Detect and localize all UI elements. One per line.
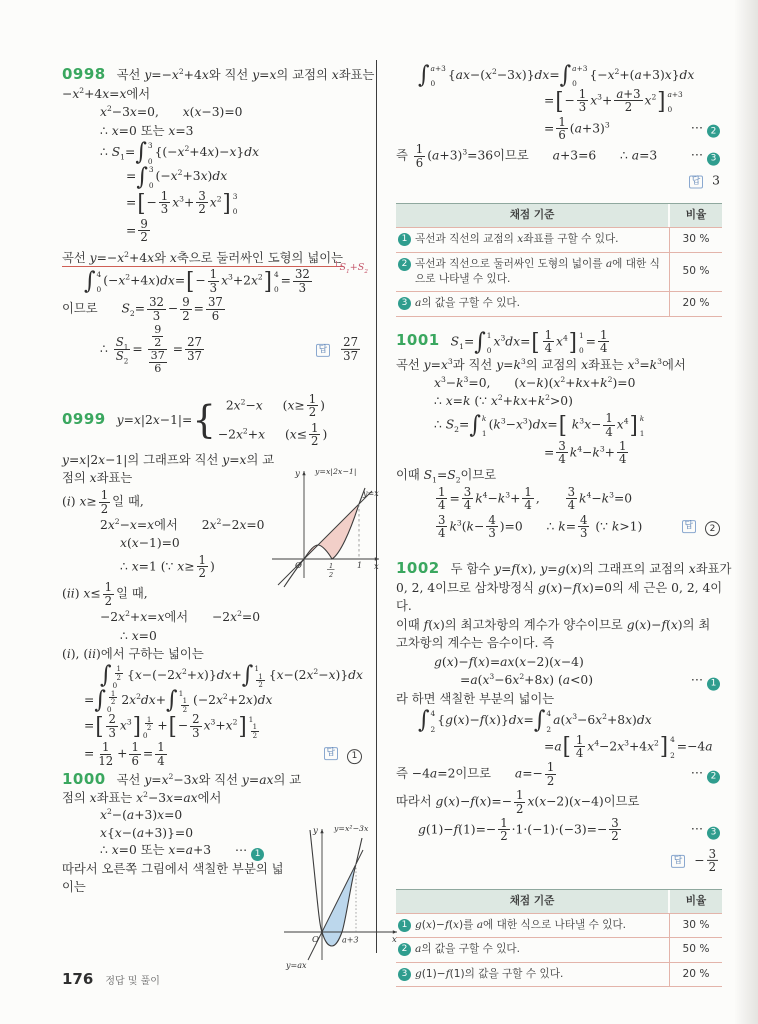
problem-1001-start: 1001 $S_1=$ ∫ 1 0 $x^3dx=$[ $\frac{1}{4}$ $x^4$] 1 0 = $\frac{1}{4}$: [396, 327, 608, 356]
graph2-origin-label: O: [312, 935, 319, 945]
math-line: = ∫ $\frac{1}{2}$ 0 $2x^2dx+$ ∫ 1 $\frac{1}{2}$ $(-2x^2+2x)dx$: [84, 685, 273, 714]
table-header-row: [396, 203, 722, 227]
math-line: = $\frac{1}{12}$ + $\frac{1}{6}$ = $\frac{1}{4}$ 답 1: [62, 741, 364, 767]
graph1-y-label: y: [295, 469, 300, 479]
graph1-tick-one: 1: [357, 561, 363, 570]
math-line: 점의 x좌표는 $x^2-3x=ax$에서: [62, 789, 222, 805]
step-number-circle: 2: [398, 258, 411, 271]
math-line: g(1)−f(1)=− $\frac{1}{2}$ ·1·(−1)·(−3)=− $\frac{3}{2}$ ⋯ 3: [396, 817, 722, 843]
math-line: =a[ $\frac{1}{4}$ $x^4-2x^3+4x^2$] 4 2 =−4a: [544, 732, 713, 761]
problem-1002-start: 1002 두 함수 y=f(x), y=g(x)의 그래프의 교점의 x좌표가: [396, 558, 732, 577]
criteria-cell: 1 곡선과 직선의 교점의 x좌표를 구할 수 있다.: [396, 228, 669, 251]
graph1-line-label: y=x: [363, 489, 379, 498]
criteria-cell: 3 a의 값을 구할 수 있다.: [396, 292, 669, 315]
math-line: $-x^2+4x=x$에서: [62, 85, 151, 101]
math-line: $=a(x^3-6x^2+8x)$ (a<0) ⋯ 1: [396, 672, 722, 689]
math-line: ∴ x=0: [120, 628, 157, 643]
step-number-circle: 3: [398, 297, 411, 310]
math-line: (ii) x≤ $\frac{1}{2}$ 일 때,: [62, 580, 148, 608]
footer-section-label: 정답 및 풀이: [105, 976, 160, 987]
math-line: ∴ x=1 (∵ x≥ $\frac{1}{2}$ ): [120, 552, 215, 581]
table-row: [396, 913, 722, 937]
math-line: 이는: [62, 879, 86, 894]
line-y-equals-x: [278, 491, 372, 585]
math-line: 곡선 $y=x^3$과 직선 $y=k^3$의 교점의 x좌표는 $x^3=k^3$에서: [396, 356, 686, 372]
math-line: = $\frac{3}{4}$ $k^4-k^3+$ $\frac{1}{4}$: [544, 438, 627, 467]
math-line: 따라서 오른쪽 그림에서 색칠한 부분의 넓: [62, 862, 284, 877]
graph2-curve-label: y=x²−3x: [334, 824, 369, 833]
problem-0999-start: 0999 y=x|2x−1|= { $2x^2-x$ (x≥ $\frac{1}{2}$ ) $-2x^2+x$ (x≤ $\frac{1}{2}$ ): [62, 391, 328, 449]
math-line: =[− $\frac{1}{3}$ $x^3+$ $\frac{a+3}{2}$ $x^2$] a+3 0: [544, 86, 683, 115]
criteria-cell: 2 곡선과 직선으로 둘러싸인 도형의 넓이를 a에 대한 식으로 나타낼 수 있다.: [396, 253, 669, 292]
math-line: 곡선 $y=-x^2+4x$와 x축으로 둘러싸인 도형의 넓이는: [62, 249, 343, 265]
math-line: 고차항의 계수는 음수이다. 즉: [396, 636, 555, 651]
step-number-circle: 3: [398, 968, 411, 981]
table-header-ratio: 비율: [668, 890, 722, 913]
page-edge-shadow: [734, 0, 758, 1024]
ratio-cell: 20 %: [669, 292, 722, 315]
math-line: x(x−1)=0: [120, 536, 180, 551]
table-header-criteria: 채점 기준: [509, 894, 555, 907]
math-line: = $\frac{1}{6}$ $(a+3)^3$ ⋯ 2: [396, 116, 722, 142]
grading-table-1002: [396, 889, 722, 987]
graph1-half-numerator: 1: [329, 562, 334, 570]
math-line: $2x^2-x=x$에서 $2x^2-2x=0$: [100, 516, 265, 532]
figure-0999-graph: [268, 462, 386, 594]
step-number-circle: 2: [398, 943, 411, 956]
math-line: ∴ $S_1=$ ∫ 3 0 $\{(-x^2+4x)-x\}dx$: [100, 138, 260, 167]
math-line: = ∫ 3 0 $(-x^2+3x)dx$: [126, 162, 228, 191]
problem-0998-start: 0998 곡선 $y=-x^2+4x$와 직선 y=x의 교점의 x좌표는: [62, 64, 375, 83]
right-column: [396, 60, 732, 987]
graph2-x-label: x: [392, 935, 397, 945]
criteria-cell: 2 a의 값을 구할 수 있다.: [396, 938, 669, 961]
math-line: ∴ x=k (∵ $x^2+kx+k^2>0$): [434, 393, 573, 409]
grading-table-1000: [396, 203, 722, 317]
math-line: =[ $\frac{2}{3}$ $x^3$] $\frac{1}{2}$ 0 +[− $\frac{2}{3}$ $x^3+x^2$] 1 $\frac{1}{2}$: [84, 712, 258, 740]
shaded-region-blue: [322, 864, 356, 946]
table-header-ratio: 비율: [668, 204, 722, 227]
criteria-cell: 3 g(1)−f(1)의 값을 구할 수 있다.: [396, 963, 669, 986]
math-line: =[− $\frac{1}{3}$ $x^3+$ $\frac{3}{2}$ $x^2$] 3 0: [126, 188, 238, 217]
x-axis-arrow: [393, 930, 397, 933]
ratio-cell: 50 %: [669, 253, 722, 292]
math-line: 즉 $\frac{1}{6}$ $(a+3)^3=36$이므로 a+3=6 ∴ a=3 ⋯ 3: [396, 143, 722, 169]
table-row: [396, 252, 722, 292]
math-line: y=x|2x−1|의 그래프와 직선 y=x의 교: [62, 453, 275, 467]
math-line: ∴ $\frac{S_1}{S_2}$ = $\frac{\frac{9}{2}}{\frac{37}{6}}$ = $\frac{27}{37}$ 답 $\frac{27}{37}$: [100, 322, 358, 375]
y-axis-arrow: [320, 829, 323, 833]
math-line: 라 하면 색칠한 부분의 넓이는: [396, 691, 555, 706]
step-number-circle: 1: [398, 233, 411, 246]
math-line: = $\frac{9}{2}$: [126, 216, 148, 245]
page-number: 176: [62, 970, 94, 988]
problem-1000-continued: [396, 60, 722, 192]
graph2-line-label: y=ax: [286, 961, 307, 970]
math-line: 즉 −4a=2이므로 a=− $\frac{1}{2}$ ⋯ 2: [396, 761, 722, 787]
table-header-criteria: 채점 기준: [509, 209, 555, 222]
math-line: ∴ $S_2=$ ∫ k 1 $(k^3-x^3)dx=$[ $k^3x-$ $\frac{1}{4}$ $x^4$] k 1: [434, 410, 645, 439]
math-line: 0, 2, 4이므로 삼차방정식 g(x)−f(x)=0의 세 근은 0, 2, 4이: [396, 580, 723, 595]
math-line: ∴ x=0 또는 x=3: [100, 123, 194, 138]
table-row: [396, 962, 722, 986]
graph1-x-label: x: [374, 562, 379, 572]
math-line: $\frac{1}{4}$ = $\frac{3}{4}$ $k^4-k^3+$ $\frac{1}{4}$ , $\frac{3}{4}$ $k^4-k^3=0$: [438, 484, 633, 513]
ratio-cell: 20 %: [669, 963, 722, 986]
curve-y-x-abs-2x-1: [284, 488, 365, 587]
criteria-cell: 1 g(x)−f(x)를 a에 대한 식으로 나타낼 수 있다.: [396, 914, 669, 937]
math-line: 다.: [396, 599, 412, 614]
math-line: ∴ x=0 또는 x=a+3 ⋯ 1: [62, 842, 364, 861]
math-line: ∫ 4 2 {g(x)−f(x)}dx= ∫ 4 2 $a(x^3-6x^2+8x)dx$: [418, 706, 652, 735]
graph2-y-label: y: [313, 826, 318, 836]
math-line: $x^2-3x=0$, x(x−3)=0: [100, 104, 243, 120]
math-line: 이때 $S_1=S_2$이므로: [396, 468, 497, 485]
ratio-cell: 30 %: [669, 914, 722, 937]
y-axis-arrow: [302, 471, 305, 475]
table-row: [396, 227, 722, 251]
math-line: $x^2-(a+3)x=0$: [100, 807, 183, 823]
graph1-origin-label: O: [295, 561, 302, 571]
math-line: $-2x^2+x=x$에서 $-2x^2=0$: [100, 608, 261, 625]
math-line: $x^3-k^3=0$, $(x-k)(x^2+kx+k^2)=0$: [434, 374, 636, 391]
math-line: 점의 x좌표는: [62, 471, 133, 486]
graph1-half-denominator: 2: [329, 571, 334, 579]
math-line: 이므로 $S_2=$ $\frac{32}{3}$ − $\frac{9}{2}$ = $\frac{37}{6}$: [62, 294, 223, 323]
problem-1000-start: 1000 곡선 $y=x^2-3x$와 직선 y=ax의 교: [62, 769, 302, 788]
table-row: [396, 937, 722, 961]
math-line: 이때 f(x)의 최고차항의 계수가 양수이므로 g(x)−f(x)의 최: [396, 617, 711, 632]
math-line: ∫ 4 0 $(-x^2+4x)dx=[-$ $\frac{1}{3}$ $x^3+2x^2$] 4 0 = $\frac{32}{3}$ $└S_1+S_2$: [84, 262, 368, 295]
figure-1000-graph: [280, 820, 405, 975]
math-line: x{x−(a+3)}=0: [100, 825, 194, 840]
math-line: g(x)−f(x)=ax(x−2)(x−4): [434, 654, 584, 669]
page-footer: [62, 969, 160, 990]
table-row: [396, 291, 722, 315]
x-axis-arrow: [375, 557, 379, 560]
table-header-row: [396, 889, 722, 913]
problems-1001-1002: [396, 327, 732, 877]
ratio-cell: 50 %: [669, 938, 722, 961]
math-line: ∫ $\frac{1}{2}$ 0 $\{x-(-2x^2+x)\}dx+$ ∫ 1 $\frac{1}{2}$ $\{x-(2x^2-x)\}dx$: [100, 661, 363, 690]
ratio-cell: 30 %: [669, 228, 722, 251]
step-number-circle: 1: [398, 919, 411, 932]
math-line: 답 3: [396, 171, 722, 191]
graph2-tick-a3: a+3: [342, 935, 359, 945]
math-line: ∫ a+3 0 $\{ax-(x^2-3x)\}dx=$ ∫ a+3 0 $\{-x^2+(a+3)x\}dx$: [418, 60, 695, 89]
math-line: (i), (ii)에서 구하는 넓이는: [62, 646, 204, 661]
math-line: (i) x≥ $\frac{1}{2}$ 일 때,: [62, 487, 144, 516]
math-line: 답 − $\frac{3}{2}$: [396, 845, 722, 877]
math-line: $\frac{3}{4}$ $k^3(k-$ $\frac{4}{3}$ )=0 ∴ k= $\frac{4}{3}$ (∵ k>1) 답 2: [396, 514, 722, 540]
math-line: 따라서 g(x)−f(x)=− $\frac{1}{2}$ x(x−2)(x−4)이므로: [396, 788, 640, 816]
graph1-curve-label: y=x|2x−1|: [315, 467, 357, 476]
